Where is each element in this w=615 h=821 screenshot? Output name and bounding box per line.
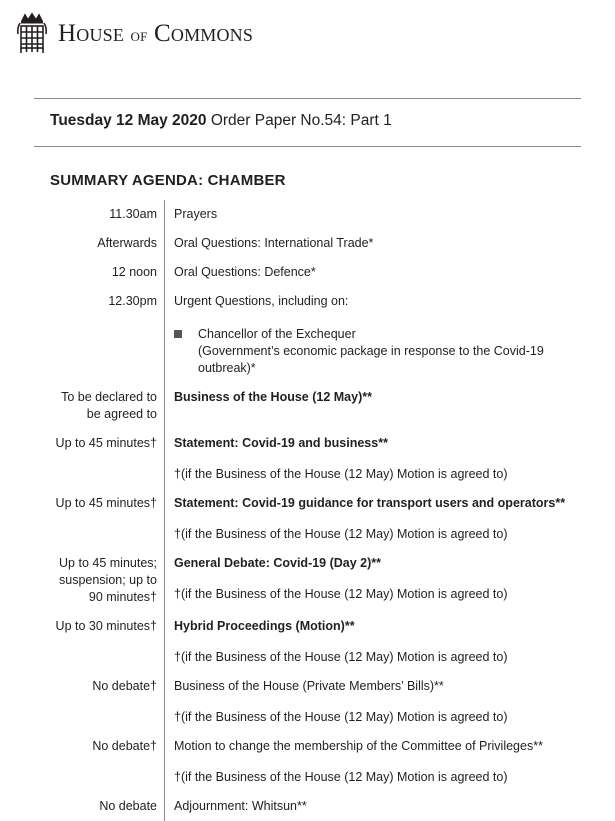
agenda-row — [50, 792, 570, 821]
subitem-detail: (Government’s economic package in response to the Covid-19 outbreak)* — [198, 344, 544, 375]
agenda-table — [50, 200, 570, 821]
agenda-time: 11.30am — [50, 200, 165, 229]
agenda-note: †(if the Business of the House (12 May) Motion is agreed to) — [174, 527, 508, 541]
agenda-time: Up to 45 minutes† — [50, 489, 165, 549]
agenda-item: Prayers — [174, 207, 218, 221]
agenda-note: †(if the Business of the House (12 May) Motion is agreed to) — [174, 587, 508, 601]
agenda-row — [50, 732, 570, 792]
agenda-time: No debate† — [50, 672, 165, 732]
agenda-item: Business of the House (12 May)** — [174, 390, 372, 404]
agenda-content — [165, 287, 570, 383]
top-rule — [34, 98, 581, 99]
agenda-item: Hybrid Proceedings (Motion)** — [174, 619, 355, 633]
agenda-content — [165, 383, 570, 429]
agenda-content — [165, 612, 570, 672]
agenda-row — [50, 429, 570, 489]
agenda-item: Business of the House (Private Members’ Bills)** — [174, 679, 444, 693]
agenda-content — [165, 258, 570, 287]
agenda-time: To be declared to be agreed to — [50, 383, 165, 429]
agenda-row — [50, 549, 570, 612]
agenda-note: †(if the Business of the House (12 May) Motion is agreed to) — [174, 467, 508, 481]
agenda-subitem — [174, 326, 570, 377]
bottom-rule — [34, 146, 581, 147]
agenda-time: 12.30pm — [50, 287, 165, 383]
agenda-content — [165, 229, 570, 258]
subitem-title: Chancellor of the Exchequer — [198, 327, 356, 341]
portcullis-icon — [14, 12, 50, 56]
agenda-time: Up to 30 minutes† — [50, 612, 165, 672]
agenda-content — [165, 732, 570, 792]
agenda-time: Up to 45 minutes; suspension; up to 90 minutes† — [50, 549, 165, 612]
agenda-note: †(if the Business of the House (12 May) Motion is agreed to) — [174, 770, 508, 784]
agenda-row — [50, 258, 570, 287]
agenda-row — [50, 229, 570, 258]
agenda-content — [165, 200, 570, 229]
agenda-content — [165, 429, 570, 489]
house-name — [58, 20, 253, 48]
house-name-part2: Commons — [154, 20, 254, 47]
agenda-row — [50, 489, 570, 549]
paper-number: Order Paper No.54: Part 1 — [206, 112, 392, 129]
agenda-row — [50, 200, 570, 229]
agenda-time: No debate — [50, 792, 165, 821]
agenda-row — [50, 672, 570, 732]
agenda-note: †(if the Business of the House (12 May) Motion is agreed to) — [174, 710, 508, 724]
agenda-item: General Debate: Covid-19 (Day 2)** — [174, 556, 382, 570]
agenda-content — [165, 792, 570, 821]
agenda-item: Adjournment: Whitsun** — [174, 799, 307, 813]
agenda-time: Afterwards — [50, 229, 165, 258]
house-name-of: of — [130, 25, 148, 45]
agenda-time: 12 noon — [50, 258, 165, 287]
agenda-item: Statement: Covid-19 guidance for transport users and operators** — [174, 496, 566, 510]
agenda-content — [165, 489, 570, 549]
agenda-item: Oral Questions: International Trade* — [174, 236, 374, 250]
agenda-item: Urgent Questions, including on: — [174, 294, 349, 308]
square-bullet-icon — [174, 330, 182, 338]
paper-date: Tuesday 12 May 2020 — [50, 112, 207, 129]
agenda-item: Motion to change the membership of the Committee of Privileges** — [174, 739, 543, 753]
agenda-row — [50, 612, 570, 672]
agenda-time: Up to 45 minutes† — [50, 429, 165, 489]
agenda-content — [165, 672, 570, 732]
agenda-row — [50, 383, 570, 429]
agenda-note: †(if the Business of the House (12 May) Motion is agreed to) — [174, 650, 508, 664]
agenda-item: Statement: Covid-19 and business** — [174, 436, 388, 450]
agenda-time: No debate† — [50, 732, 165, 792]
paper-title — [50, 112, 392, 130]
agenda-item: Oral Questions: Defence* — [174, 265, 316, 279]
agenda-row — [50, 287, 570, 383]
section-title: SUMMARY AGENDA: CHAMBER — [50, 172, 286, 189]
house-name-part1: House — [58, 20, 125, 47]
agenda-content — [165, 549, 570, 612]
header — [14, 12, 253, 56]
